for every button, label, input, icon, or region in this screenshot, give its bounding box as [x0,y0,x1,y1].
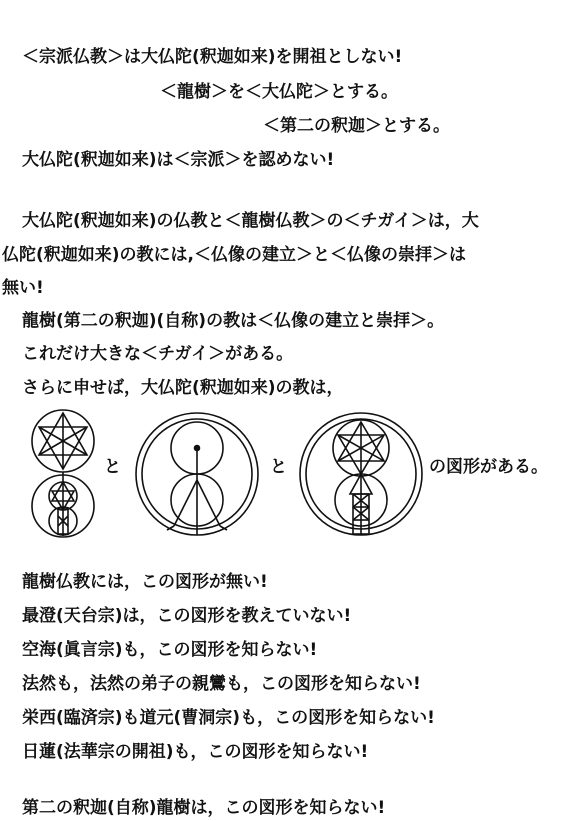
text-line-4: 大仏陀(釈迦如来)は＜宗派＞を認めない! [22,150,335,170]
figure-and-1: と [104,457,121,477]
para-line-6: さらに申せば，大仏陀(釈迦如来)の教は， [22,378,344,398]
bottom-line-4: 法然も，法然の弟子の親鸞も，この図形を知らない! [22,674,421,694]
figure-caption: の図形がある。 [429,457,548,477]
bottom-line-6: 日蓮(法華宗の開祖)も，この図形を知らない! [22,742,369,762]
figure-1-diagram [30,408,96,540]
text-line-1: ＜宗派仏教＞は大仏陀(釈迦如来)を開祖としない! [22,47,403,67]
bottom-line-3: 空海(眞言宗)も，この図形を知らない! [22,640,318,660]
figure-and-2: と [270,457,287,477]
para-line-3: 無い! [2,278,44,298]
text-line-3: ＜第二の釈迦＞とする。 [263,116,450,136]
figure-3-diagram [298,408,424,540]
bottom-line-1: 龍樹仏教には，この図形が無い! [22,572,268,592]
text-line-2: ＜龍樹＞を＜大仏陀＞とする。 [160,82,398,102]
last-line: 第二の釈迦(自称)龍樹は，この図形を知らない! [22,798,386,818]
para-line-1: 大仏陀(釈迦如来)の仏教と＜龍樹仏教＞の＜チガイ＞は，大 [22,211,479,231]
figure-2-diagram [134,408,260,540]
para-line-2: 仏陀(釈迦如来)の教には,＜仏像の建立＞と＜仏像の崇拝＞は [2,245,466,265]
bottom-line-5: 栄西(臨済宗)も道元(曹洞宗)も，この図形を知らない! [22,708,435,728]
para-line-4: 龍樹(第二の釈迦)(自称)の教は＜仏像の建立と崇拝＞。 [22,311,445,331]
bottom-line-2: 最澄(天台宗)は，この図形を教えていない! [22,606,352,626]
para-line-5: これだけ大きな＜チガイ＞がある。 [22,344,294,364]
